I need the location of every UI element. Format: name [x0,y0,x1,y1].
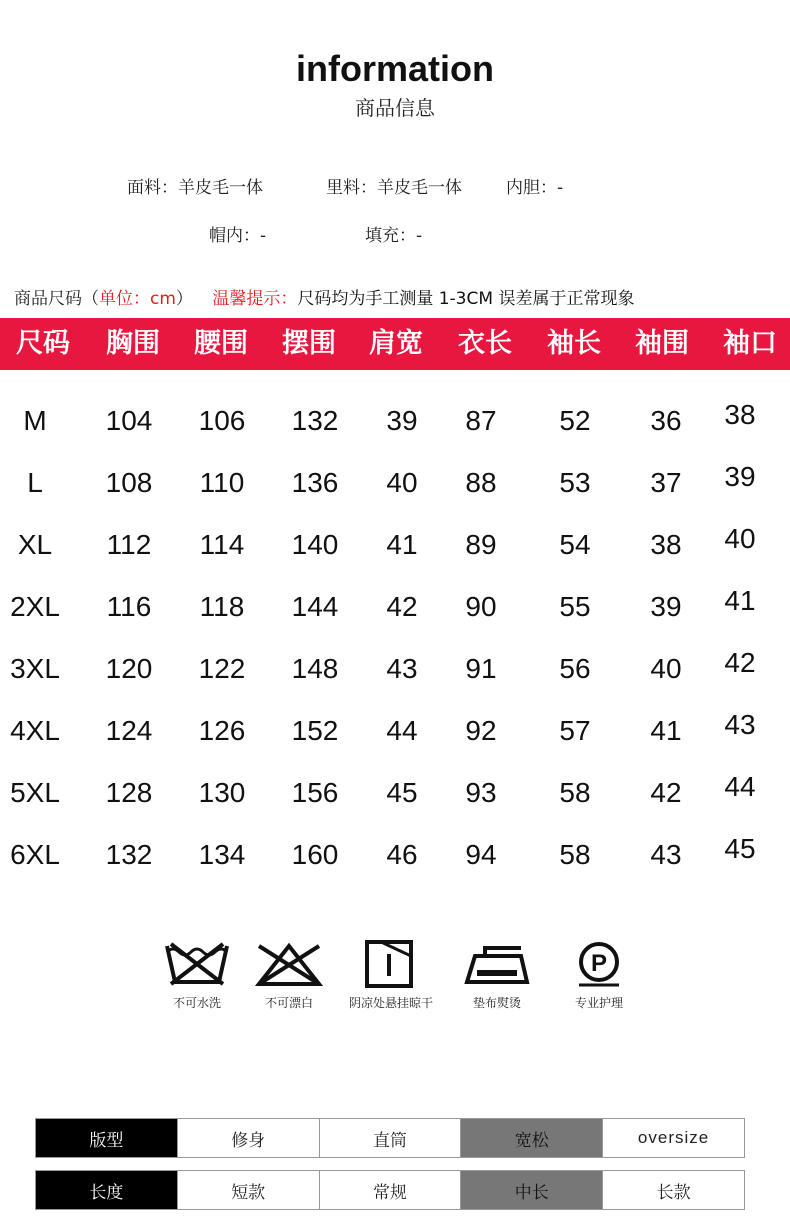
care-label: 阴凉处悬挂晾干 [348,996,433,1010]
measurement-cell: 40 [724,523,756,554]
header-sleeve-width: 袖围 [635,328,689,359]
fit-label: 版型 [36,1119,177,1157]
measurement-cell: 38 [650,529,682,560]
header-waist: 腰围 [194,328,248,359]
measurement-cell: 126 [198,715,246,746]
measurement-cell: 57 [559,715,591,746]
length-option-long: 长款 [602,1171,744,1209]
info-lining: 里料：羊皮毛一体 [326,178,462,198]
header-length: 衣长 [458,328,512,359]
size-label-cell: 3XL [10,653,60,684]
measurement-cell: 106 [198,405,246,436]
measurement-cell: 44 [386,715,418,746]
measurement-cell: 58 [559,777,591,808]
care-item [244,940,334,1011]
length-option-regular: 常规 [319,1171,461,1209]
measurement-cell: 110 [199,467,245,498]
measurement-cell: 114 [199,529,245,560]
measurement-cell: 93 [465,777,497,808]
measurement-cell: 54 [559,529,591,560]
svg-text:P: P [590,950,608,977]
care-item [452,940,542,1011]
size-label-cell: 6XL [10,839,60,870]
size-label-cell: L [27,467,43,498]
measurement-cell: 40 [386,467,418,498]
size-note-prefix: 商品尺码（ [14,289,99,309]
header-sleeve-length: 袖长 [547,328,601,359]
measurement-cell: 43 [724,709,756,740]
measurement-cell: 55 [559,591,591,622]
care-label: 专业护理 [574,996,623,1010]
info-hood-inner: 帽内：- [209,226,267,246]
professional-care-icon [563,940,635,988]
care-item [554,940,644,1011]
measurement-cell: 140 [291,529,339,560]
measurement-cell: 88 [465,467,497,498]
header-size: 尺码 [16,328,70,359]
measurement-cell: 104 [105,405,153,436]
care-label: 不可水洗 [172,996,221,1010]
tip-label: 温馨提示： [212,289,298,309]
measurement-cell: 39 [386,405,418,436]
info-inner: 内胆：- [506,178,564,198]
care-label: 不可漂白 [264,996,313,1010]
fit-option-loose-selected: 宽松 [460,1119,602,1157]
header-chest: 胸围 [106,328,160,359]
size-note-suffix: ） [175,289,193,309]
size-label-cell: 4XL [10,715,60,746]
measurement-cell: 122 [198,653,246,684]
page-title: information [296,48,494,89]
shade-dry-icon [355,940,427,988]
measurement-cell: 130 [198,777,246,808]
fit-option-slim: 修身 [177,1119,319,1157]
measurement-cell: 39 [650,591,682,622]
no-wash-icon [161,940,233,988]
measurement-cell: 39 [724,461,756,492]
measurement-cell: 43 [386,653,418,684]
length-row [35,1170,745,1210]
page-subtitle: 商品信息 [355,96,435,120]
size-label-cell: 2XL [10,591,60,622]
size-table-header [0,318,790,370]
measurement-cell: 46 [386,839,418,870]
measurement-cell: 94 [465,839,497,870]
measurement-cell: 87 [465,405,497,436]
measurement-cell: 42 [650,777,682,808]
header-hem: 摆围 [282,328,336,359]
measurement-cell: 41 [386,529,418,560]
measurement-cell: 152 [291,715,339,746]
iron-with-cloth-icon [461,940,533,988]
measurement-cell: 156 [291,777,339,808]
measurement-cell: 89 [465,529,497,560]
measurement-cell: 41 [724,585,756,616]
measurement-cell: 53 [559,467,591,498]
measurement-cell: 45 [386,777,418,808]
length-option-mid-selected: 中长 [460,1171,602,1209]
measurement-cell: 132 [291,405,339,436]
no-bleach-icon [253,940,325,988]
measurement-cell: 134 [198,839,246,870]
length-label: 长度 [36,1171,177,1209]
measurement-cell: 116 [106,591,152,622]
measurement-cell: 91 [465,653,497,684]
measurement-cell: 42 [724,647,756,678]
measurement-cell: 124 [105,715,153,746]
measurement-cell: 36 [650,405,682,436]
length-option-short: 短款 [177,1171,319,1209]
fit-option-oversize: oversize [602,1119,744,1157]
measurement-cell: 45 [724,833,756,864]
measurement-cell: 92 [465,715,497,746]
care-label: 垫布熨烫 [472,996,521,1010]
measurement-cell: 112 [106,529,152,560]
fit-option-straight: 直筒 [319,1119,461,1157]
measurement-cell: 128 [105,777,153,808]
measurement-cell: 40 [650,653,682,684]
care-item [346,940,436,1011]
measurement-cell: 58 [559,839,591,870]
fit-row [35,1118,745,1158]
measurement-cell: 148 [291,653,339,684]
info-filling: 填充：- [365,226,423,246]
measurement-cell: 120 [105,653,153,684]
measurement-cell: 132 [105,839,153,870]
measurement-cell: 43 [650,839,682,870]
info-fabric: 面料：羊皮毛一体 [127,178,263,198]
size-label-cell: 5XL [10,777,60,808]
size-label-cell: M [23,405,47,436]
measurement-cell: 41 [650,715,682,746]
measurement-cell: 144 [291,591,339,622]
measurement-cell: 118 [199,591,245,622]
measurement-cell: 52 [559,405,591,436]
measurement-cell: 160 [291,839,339,870]
measurement-cell: 108 [105,467,153,498]
tip-text: 尺码均为手工测量 1-3CM 误差属于正常现象 [297,289,635,309]
measurement-cell: 136 [291,467,339,498]
header-cuff: 袖口 [723,328,777,359]
header-shoulder: 肩宽 [369,328,423,359]
size-label-cell: XL [17,529,53,560]
size-unit: 单位：cm [99,289,176,309]
measurement-cell: 44 [724,771,756,802]
measurement-cell: 38 [724,399,756,430]
measurement-cell: 56 [559,653,591,684]
care-item [152,940,242,1011]
measurement-cell: 90 [465,591,497,622]
measurement-cell: 42 [386,591,418,622]
measurement-cell: 37 [650,467,682,498]
size-note [14,284,634,309]
